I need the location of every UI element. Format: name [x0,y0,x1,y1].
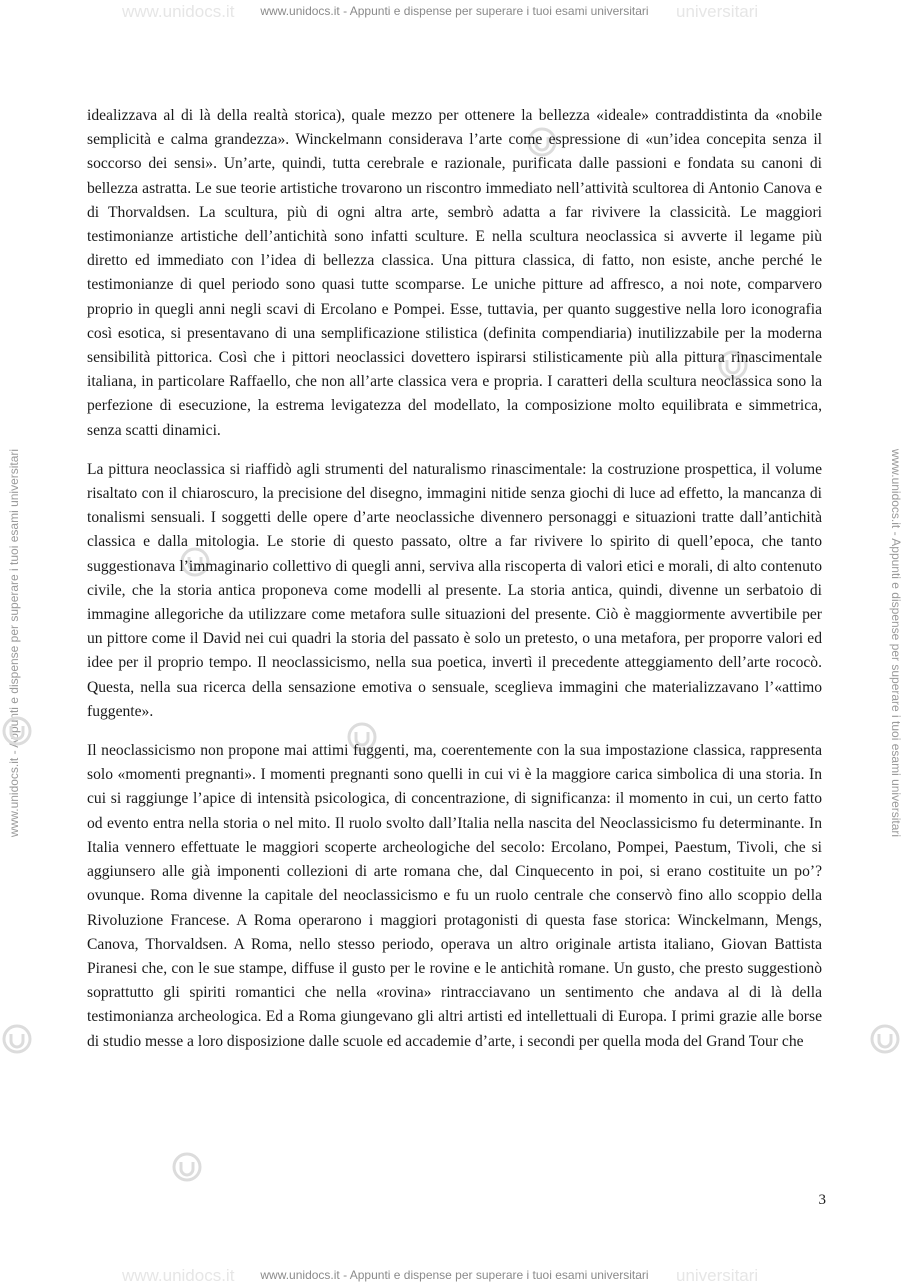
watermark-header: www.unidocs.it - Appunti e dispense per superare i tuoi esami universitari [260,4,649,18]
page-number: 3 [818,1192,826,1208]
ghost-watermark-bottom-right: universitari [676,1266,759,1285]
paragraph-2: La pittura neoclassica si riaffidò agli strumenti del naturalismo rinascimentale: la costruzione prospettica, il volume risaltato con il chiaroscuro, la precisione del disegno, immagini nitide senza giochi di luce ad effetto, la mancanza di tonalismi sensuali. I soggetti delle opere d’arte neoclassiche divennero personaggi e situazioni tratte dall’antichità classica e dalla mitologia. Le storie di questo passato, oltre a far rivivere lo spirito di quell’epoca, che tanto suggestionava l’immaginario collettivo di quegli anni, serviva alla riscoperta di valori etici e morali, di alto contenuto civile, che la storia antica proponeva come modelli al presente. La storia antica, quindi, divenne un serbatoio di immagine allegoriche da utilizzare come metafora sulle situazioni del presente. Ciò è maggiormente avvertibile per un pittore come il David nei cui quadri la storia del passato è solo un pretesto, o una metafora, per proporre valori ed idee per il proprio tempo. Il neoclassicismo, nella sua poetica, invertì il precedente atteggiamento dell’arte rococò. Questa, nella sua ricerca della sensazione emotiva o sensuale, sceglieva immagini che materializzavano l’«attimo fuggente». [87,460,822,720]
unidocs-logo-icon [0,1022,34,1056]
unidocs-logo-icon [0,714,34,748]
unidocs-logo-icon [868,1022,902,1056]
ghost-watermark-bottom-left: www.unidocs.it [122,1266,235,1285]
ghost-watermark-top-left: www.unidocs.it [122,2,235,21]
watermark-footer: www.unidocs.it - Appunti e dispense per superare i tuoi esami universitari [260,1268,649,1282]
ghost-watermark-top-right: universitari [676,2,759,21]
paragraph-3: Il neoclassicismo non propone mai attimi fuggenti, ma, coerentemente con la sua impostazione classica, rappresenta solo «momenti pregnanti». I momenti pregnanti sono quelli in cui vi è la maggiore carica simbolica di una storia. In cui si raggiunge l’apice di intensità psicologica, di concentrazione, di significanza: il momento in cui, un certo fatto od evento entra nella storia o nel mito. Il ruolo svolto dall’Italia nella nascita del Neoclassicismo fu determinante. In Italia vennero effettuate le maggiori scoperte archeologiche del secolo: Ercolano, Pompei, Paestum, Tivoli, che si aggiunsero alle già imponenti collezioni di arte romana che, dal Cinquecento in poi, si erano costituite un po’? ovunque. Roma divenne la capitale del neoclassicismo e fu un ruolo centrale che conservò fino allo scoppio della Rivoluzione Francese. A Roma operarono i maggiori protagonisti di questa fase storica: Winckelmann, Mengs, Canova, Thorvaldsen. A Roma, nello stesso periodo, operava un altro originale artista italiano, Giovan Battista Piranesi che, con le sue stampe, diffuse il gusto per le rovine e le antichità romane. Un gusto, che presto suggestionò soprattutto gli spiriti romantici che nella «rovina» rintracciavano un sentimento che andava al di là della testimonianza archeologica. Ed a Roma giungevano gli altri artisti ed intellettuali di Europa. I primi grazie alle borse di studio messe a loro disposizione dalle scuole ed accademie d’arte, i secondi per quella moda del Grand Tour che [87,742,822,1050]
watermark-right-side: www.unidocs.it - Appunti e dispense per superare i tuoi esami universitari [889,448,903,838]
watermark-left-side: www.unidocs.it - Appunti e dispense per superare i tuoi esami universitari [7,448,21,838]
unidocs-logo-icon [170,1150,204,1184]
paragraph-1: idealizzava al di là della realtà storica), quale mezzo per ottenere la bellezza «ideale» contraddistinta da «nobile semplicità e calma grandezza». Winckelmann considerava l’arte come espressione di «un’idea concepita senza il soccorso dei sensi». Un’arte, quindi, tutta cerebrale e razionale, purificata dalle passioni e fondata su canoni di bellezza astratta. Le sue teorie artistiche trovarono un riscontro immediato nell’attività scultorea di Antonio Canova e di Thorvaldsen. La scultura, più di ogni altra arte, sembrò adatta a far rivivere la classicità. Le maggiori testimonianze artistiche dell’antichità sono infatti sculture. E nella scultura neoclassica si avverte il legame più diretto ed immediato con l’idea di bellezza classica. Una pittura classica, di fatto, non esiste, anche perché le testimonianze di quel periodo sono quasi tutte scomparse. Le uniche pitture ad affresco, a noi note, comparvero proprio in quegli anni negli scavi di Ercolano e Pompei. Esse, tuttavia, per quanto suggestive nella loro iconografia così esotica, si presentavano di una semplificazione stilistica (definita compendiaria) inutilizzabile per la moderna sensibilità pittorica. Così che i pittori neoclassici dovettero ispirarsi stilisticamente più alla pittura rinascimentale italiana, in particolare Raffaello, che non all’arte classica vera e propria. I caratteri della scultura neoclassica sono la perfezione di esecuzione, la estrema levigatezza del modellato, la composizione molto equilibrata e simmetrica, senza scatti dinamici. [87,107,822,439]
document-body [87,104,822,1069]
